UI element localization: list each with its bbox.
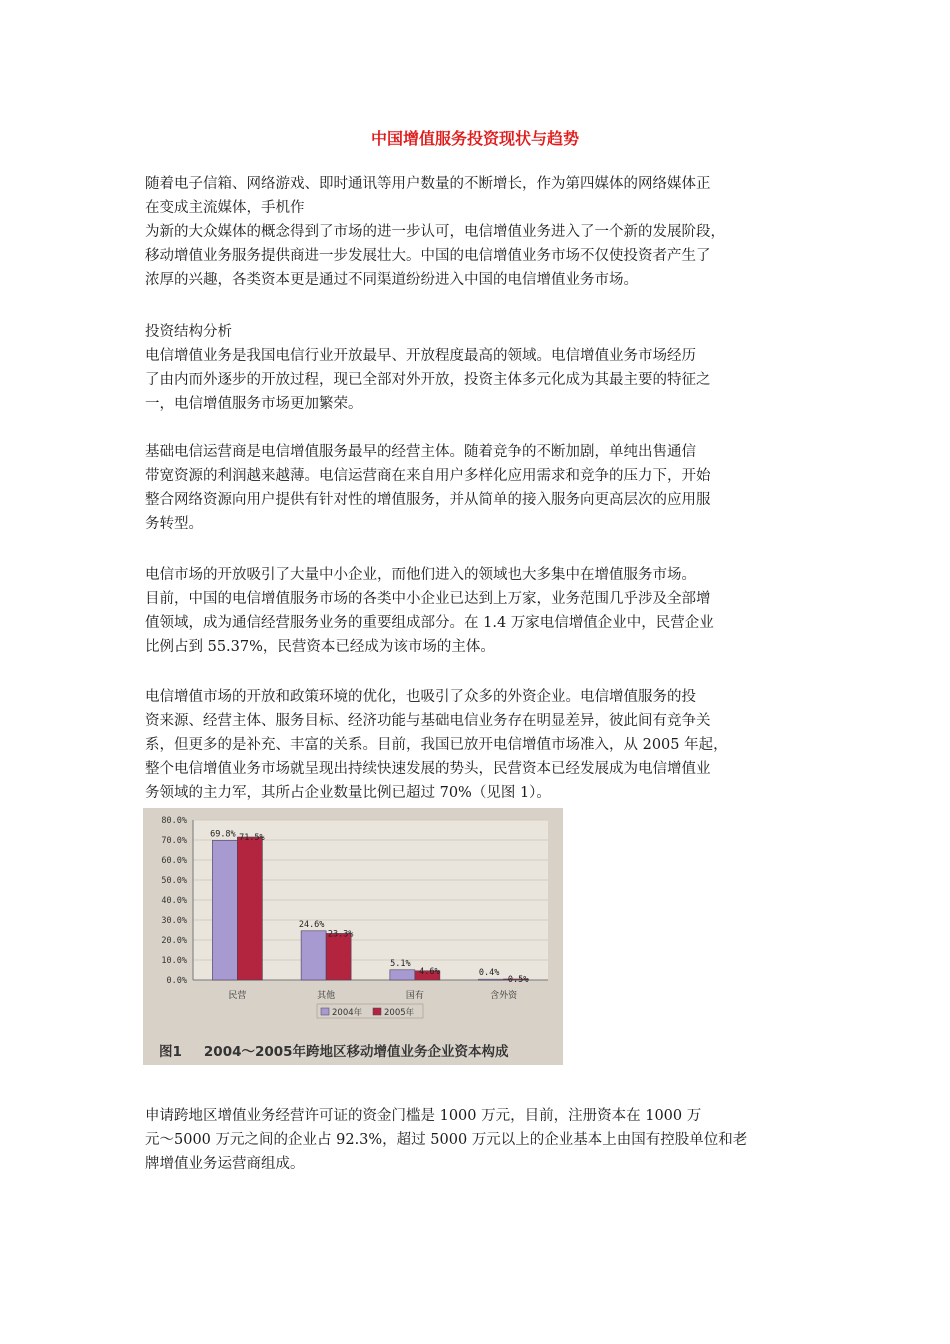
text-line: 为新的大众媒体的概念得到了市场的进一步认可，电信增值业务进入了一个新的发展阶段， [145,224,725,240]
text-line: 电信增值市场的开放和政策环境的优化，也吸引了众多的外资企业。电信增值服务的投 [145,689,696,705]
legend-label: 2005年 [384,1008,415,1018]
y-tick-label: 40.0% [161,896,187,906]
text-line: 电信市场的开放吸引了大量中小企业，而他们进入的领域也大多集中在增值服务市场。 [145,567,696,583]
legend-label: 2004年 [332,1008,363,1018]
figure-caption-number: 图1 [159,1044,182,1060]
text-line: 一，电信增值服务市场更加繁荣。 [145,396,363,412]
legend-swatch [321,1008,329,1015]
x-tick-label: 其他 [317,991,336,1001]
paragraph-investment-structure [145,320,810,416]
text-line: 浓厚的兴趣，各类资本更是通过不同渠道纷纷进入中国的电信增值业务市场。 [145,272,638,288]
x-tick-label: 国有 [405,991,424,1001]
text-line: 值领域，成为通信经营服务业务的重要组成部分。在 1.4 万家电信增值企业中，民营企业 [145,615,714,631]
data-label: 0.5% [507,975,529,985]
text-line: 在变成主流媒体，手机作 [145,200,305,216]
text-line: 带宽资源的利润越来越薄。电信运营商在来自用户多样化应用需求和竞争的压力下，开始 [145,468,711,484]
text-line: 整合网络资源向用户提供有针对性的增值服务，并从简单的接入服务向更高层次的应用服 [145,492,711,508]
figure-caption [159,1040,509,1060]
text-line: 目前，中国的电信增值服务市场的各类中小企业已达到上万家，业务范围几乎涉及全部增 [145,591,711,607]
y-tick-label: 20.0% [161,936,187,946]
x-tick-label: 民营 [228,991,247,1001]
y-tick-label: 80.0% [161,816,187,826]
text-line: 元～5000 万元之间的企业占 92.3%，超过 5000 万元以上的企业基本上由国有控股单位和老 [145,1132,748,1148]
y-tick-label: 10.0% [161,956,187,966]
text-line: 系，但更多的是补充、丰富的关系。目前，我国已放开电信增值市场准入，从 2005 年起， [145,737,728,753]
y-tick-label: 50.0% [161,876,187,886]
bar [301,931,326,980]
bar [479,979,504,980]
data-label: 0.4% [478,968,500,979]
paragraph-registration-capital [145,1104,810,1176]
data-label: 24.6% [298,919,325,930]
text-line: 务领域的主力军，其所占企业数量比例已超过 70%（见图 1）。 [145,785,551,801]
data-label: 5.1% [390,958,411,969]
document-title: 中国增值服务投资现状与趋势 [370,129,579,148]
bar-chart [143,808,563,1033]
y-tick-label: 60.0% [161,856,187,866]
y-tick-label: 30.0% [161,916,187,926]
text-line: 电信增值业务是我国电信行业开放最早、开放程度最高的领域。电信增值业务市场经历 [145,348,696,364]
bar [390,970,415,980]
bar [237,837,262,980]
text-line: 了由内而外逐步的开放过程，现已全部对外开放，投资主体多元化成为其最主要的特征之 [145,372,711,388]
data-label: 71.5% [239,833,265,843]
data-label: 23.3% [327,929,354,940]
figure-caption-text: 2004～2005年跨地区移动增值业务企业资本构成 [203,1044,509,1060]
y-tick-label: 0.0% [166,976,187,986]
paragraph-foreign-capital [145,685,810,805]
text-line: 申请跨地区增值业务经营许可证的资金门槛是 1000 万元，目前，注册资本在 1000 万 [145,1108,702,1124]
data-label: 4.6% [419,966,440,977]
paragraph-smes [145,563,810,659]
section-heading: 投资结构分析 [145,324,232,340]
legend-swatch [373,1008,381,1015]
bar [212,840,237,980]
text-line: 务转型。 [145,516,203,532]
y-tick-label: 70.0% [161,836,187,846]
x-tick-label: 含外资 [490,991,518,1001]
text-line: 随着电子信箱、网络游戏、即时通讯等用户数量的不断增长，作为第四媒体的网络媒体正 [145,176,711,192]
bar [326,933,351,980]
text-line: 资来源、经营主体、服务目标、经济功能与基础电信业务存在明显差异，彼此间有竞争关 [145,713,711,729]
text-line: 整个电信增值业务市场就呈现出持续快速发展的势头，民营资本已经发展成为电信增值业 [145,761,711,777]
figure-capital-structure [143,808,563,1065]
text-line: 比例占到 55.37%，民营资本已经成为该市场的主体。 [145,639,495,655]
data-label: 69.8% [210,829,236,840]
text-line: 牌增值业务运营商组成。 [145,1156,305,1172]
paragraph-intro [145,172,810,292]
text-line: 移动增值业务服务提供商进一步发展壮大。中国的电信增值业务市场不仅使投资者产生了 [145,248,711,264]
paragraph-operators [145,440,810,536]
text-line: 基础电信运营商是电信增值服务最早的经营主体。随着竞争的不断加剧，单纯出售通信 [145,444,696,460]
